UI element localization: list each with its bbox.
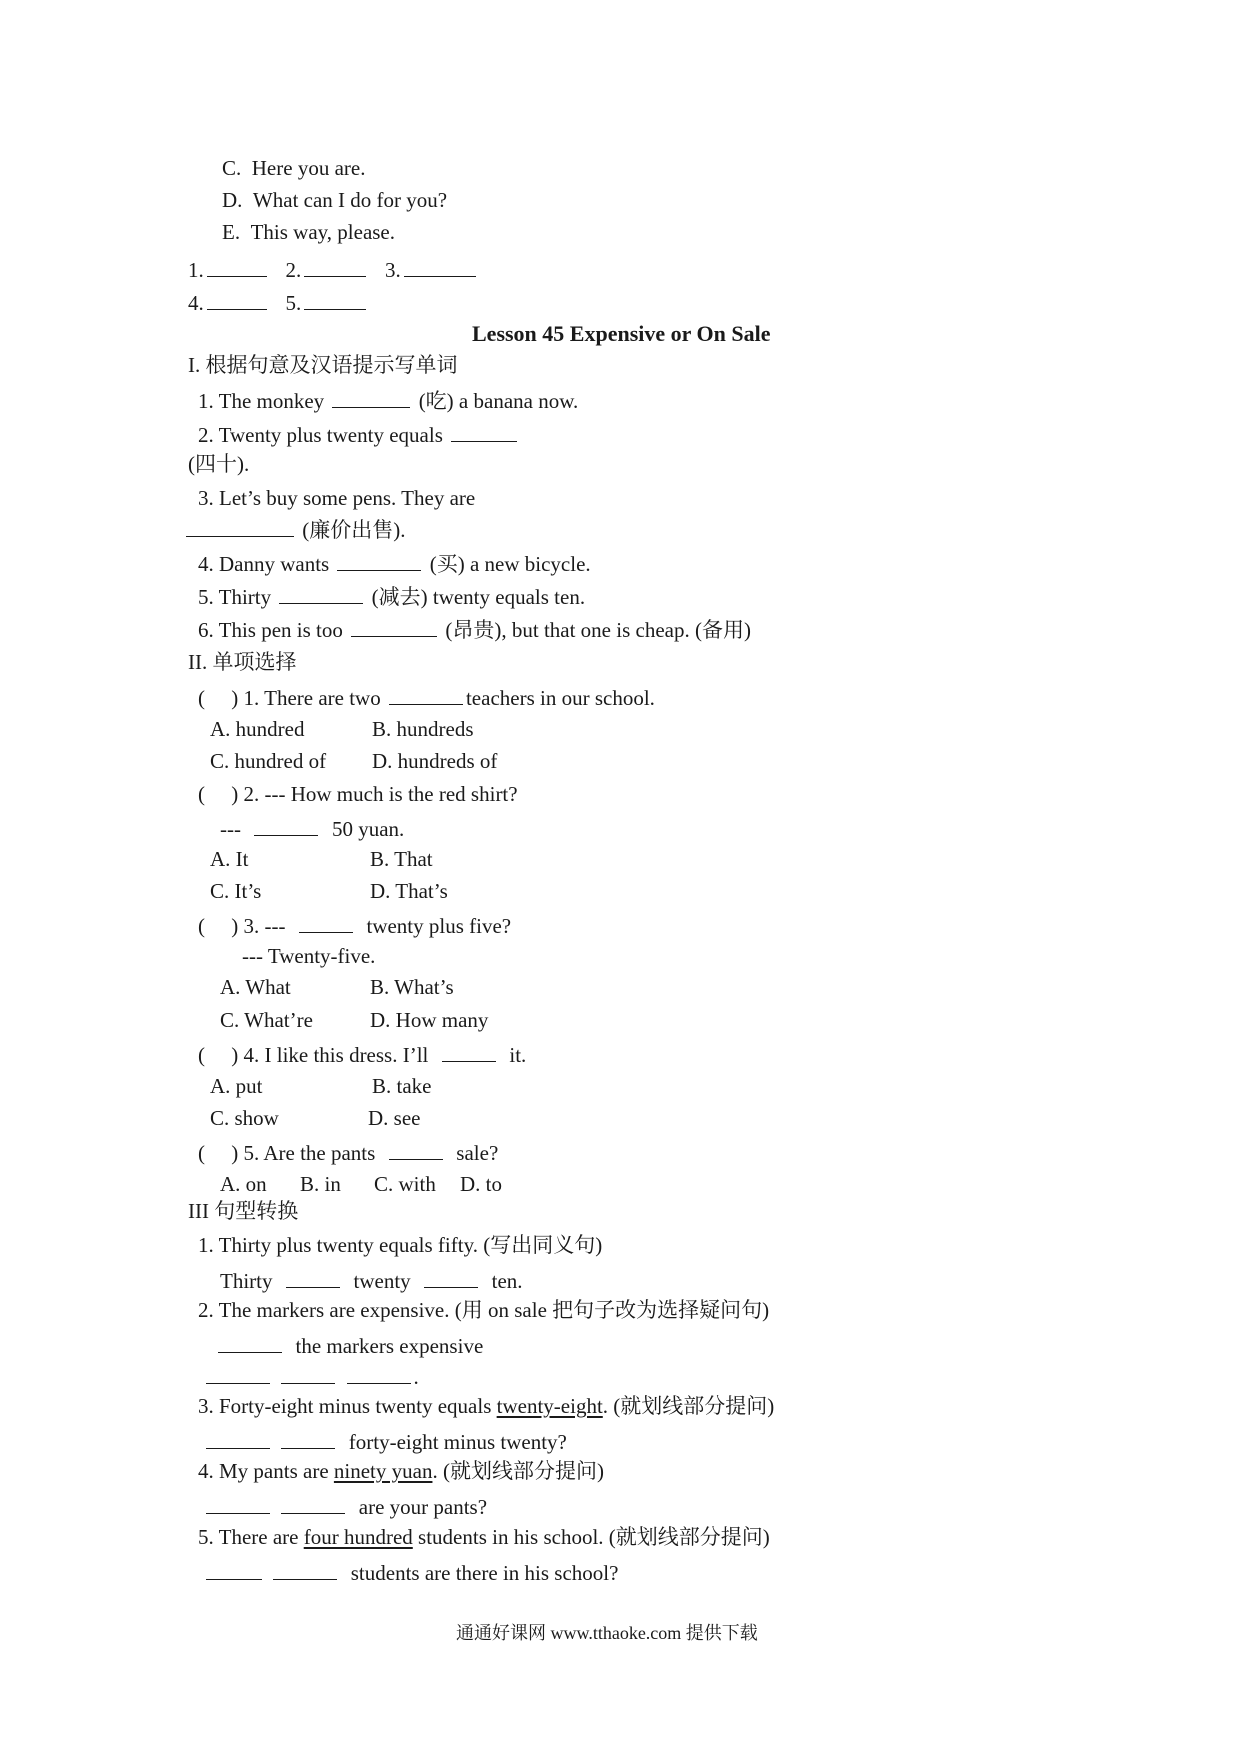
- s3-question-2-answer-cont: .: [206, 1365, 419, 1388]
- s2-q5-option-c[interactable]: C. with: [374, 1172, 436, 1196]
- s3-question-4: 4. My pants are ninety yuan. (就划线部分提问): [198, 1459, 604, 1483]
- fill-blank[interactable]: [389, 1141, 443, 1160]
- s2-q1-option-d[interactable]: D. hundreds of: [372, 749, 498, 773]
- s2-q5-option-d[interactable]: D. to: [460, 1172, 502, 1196]
- s1-question-2: 2. Twenty plus twenty equals: [198, 423, 520, 446]
- fill-blank[interactable]: [281, 1365, 335, 1384]
- s2-q3-option-a[interactable]: A. What: [220, 975, 291, 999]
- section-2-heading: II. 单项选择: [188, 650, 297, 674]
- s2-question-1: ( ) 1. There are two teachers in our school.: [198, 686, 655, 710]
- fill-blank[interactable]: [347, 1365, 411, 1384]
- fill-blank[interactable]: [424, 1269, 478, 1288]
- answer-blank[interactable]: [207, 291, 267, 310]
- answer-blank[interactable]: [207, 258, 267, 277]
- s2-q5-option-a[interactable]: A. on: [220, 1172, 267, 1196]
- s1-question-6: 6. This pen is too (昂贵), but that one is cheap. (备用): [198, 618, 751, 642]
- s2-question-2: ( ) 2. --- How much is the red shirt?: [198, 782, 518, 806]
- fill-blank[interactable]: [299, 914, 353, 933]
- s1-question-1: 1. The monkey (吃) a banana now.: [198, 389, 579, 413]
- s1-question-2-cont: (四十).: [188, 452, 250, 476]
- s3-question-3: 3. Forty-eight minus twenty equals twenty-eight. (就划线部分提问): [198, 1394, 775, 1418]
- answer-blank[interactable]: [304, 291, 366, 310]
- fill-blank[interactable]: [286, 1269, 340, 1288]
- fill-blank[interactable]: [442, 1043, 496, 1062]
- footer-source: 通通好课网 www.tthaoke.com 提供下载: [456, 1623, 758, 1643]
- fill-blank[interactable]: [332, 389, 410, 408]
- fill-blank[interactable]: [389, 686, 463, 705]
- fill-blank[interactable]: [186, 518, 294, 537]
- fill-blank[interactable]: [451, 423, 517, 442]
- fill-blank[interactable]: [206, 1495, 270, 1514]
- fill-blank[interactable]: [206, 1561, 262, 1580]
- s2-q3-option-b[interactable]: B. What’s: [370, 975, 454, 999]
- section-3-heading: III 句型转换: [188, 1199, 299, 1223]
- fill-blank[interactable]: [279, 585, 363, 604]
- s2-q1-option-c[interactable]: C. hundred of: [210, 749, 327, 773]
- option-d: D. What can I do for you?: [222, 188, 448, 212]
- s2-q2-option-a[interactable]: A. It: [210, 847, 249, 871]
- s3-question-5: 5. There are four hundred students in his school. (就划线部分提问): [198, 1525, 770, 1549]
- s2-q5-option-b[interactable]: B. in: [300, 1172, 341, 1196]
- fill-blank[interactable]: [337, 552, 421, 571]
- s3-question-1-answer: Thirty twenty ten.: [220, 1269, 523, 1293]
- option-c: C. Here you are.: [222, 156, 366, 180]
- s2-question-5: ( ) 5. Are the pants sale?: [198, 1141, 499, 1165]
- fill-blank[interactable]: [206, 1430, 270, 1449]
- s2-q4-option-d[interactable]: D. see: [368, 1106, 421, 1130]
- fill-blank[interactable]: [281, 1430, 335, 1449]
- s2-q4-option-c[interactable]: C. show: [210, 1106, 279, 1130]
- fill-blank[interactable]: [273, 1561, 337, 1580]
- fill-blank[interactable]: [281, 1495, 345, 1514]
- s1-question-3-cont: (廉价出售).: [186, 518, 406, 541]
- s1-question-3: 3. Let’s buy some pens. They are: [198, 486, 476, 510]
- s2-q2-option-d[interactable]: D. That’s: [370, 879, 448, 903]
- s3-question-1: 1. Thirty plus twenty equals fifty. (写出同义句): [198, 1233, 603, 1257]
- fill-blank[interactable]: [351, 618, 437, 637]
- s2-question-4: ( ) 4. I like this dress. I’ll it.: [198, 1043, 527, 1067]
- s2-q2-option-b[interactable]: B. That: [370, 847, 433, 871]
- fill-blank[interactable]: [254, 817, 318, 836]
- s2-q4-option-a[interactable]: A. put: [210, 1074, 263, 1098]
- s3-question-2: 2. The markers are expensive. (用 on sale 把句子改为选择疑问句): [198, 1298, 770, 1322]
- s3-question-4-answer: are your pants?: [206, 1495, 487, 1518]
- s2-q3-option-c[interactable]: C. What’re: [220, 1008, 313, 1032]
- fill-blank[interactable]: [206, 1365, 270, 1384]
- s2-q1-option-a[interactable]: A. hundred: [210, 717, 305, 741]
- s2-q3-option-d[interactable]: D. How many: [370, 1008, 489, 1032]
- s3-question-3-answer: forty-eight minus twenty?: [206, 1430, 567, 1453]
- s2-q1-option-b[interactable]: B. hundreds: [372, 717, 474, 741]
- lesson-title: Lesson 45 Expensive or On Sale: [472, 321, 771, 346]
- s1-question-5: 5. Thirty (减去) twenty equals ten.: [198, 585, 586, 609]
- option-e: E. This way, please.: [222, 220, 396, 244]
- s3-question-2-answer: the markers expensive: [218, 1334, 483, 1357]
- s2-q2-option-c[interactable]: C. It’s: [210, 879, 262, 903]
- s3-question-5-answer: students are there in his school?: [206, 1561, 618, 1584]
- answer-row-1: 1. 2. 3.: [188, 258, 479, 281]
- fill-blank[interactable]: [218, 1334, 282, 1353]
- s2-q4-option-b[interactable]: B. take: [372, 1074, 432, 1098]
- answer-row-2: 4. 5.: [188, 291, 369, 314]
- section-1-heading: I. 根据句意及汉语提示写单词: [188, 353, 458, 377]
- answer-blank[interactable]: [404, 258, 476, 277]
- s2-question-2-reply: --- 50 yuan.: [220, 817, 405, 841]
- s1-question-4: 4. Danny wants (买) a new bicycle.: [198, 552, 591, 576]
- s2-question-3: ( ) 3. --- twenty plus five?: [198, 914, 512, 938]
- answer-blank[interactable]: [304, 258, 366, 277]
- s2-question-3-reply: --- Twenty-five.: [242, 944, 376, 968]
